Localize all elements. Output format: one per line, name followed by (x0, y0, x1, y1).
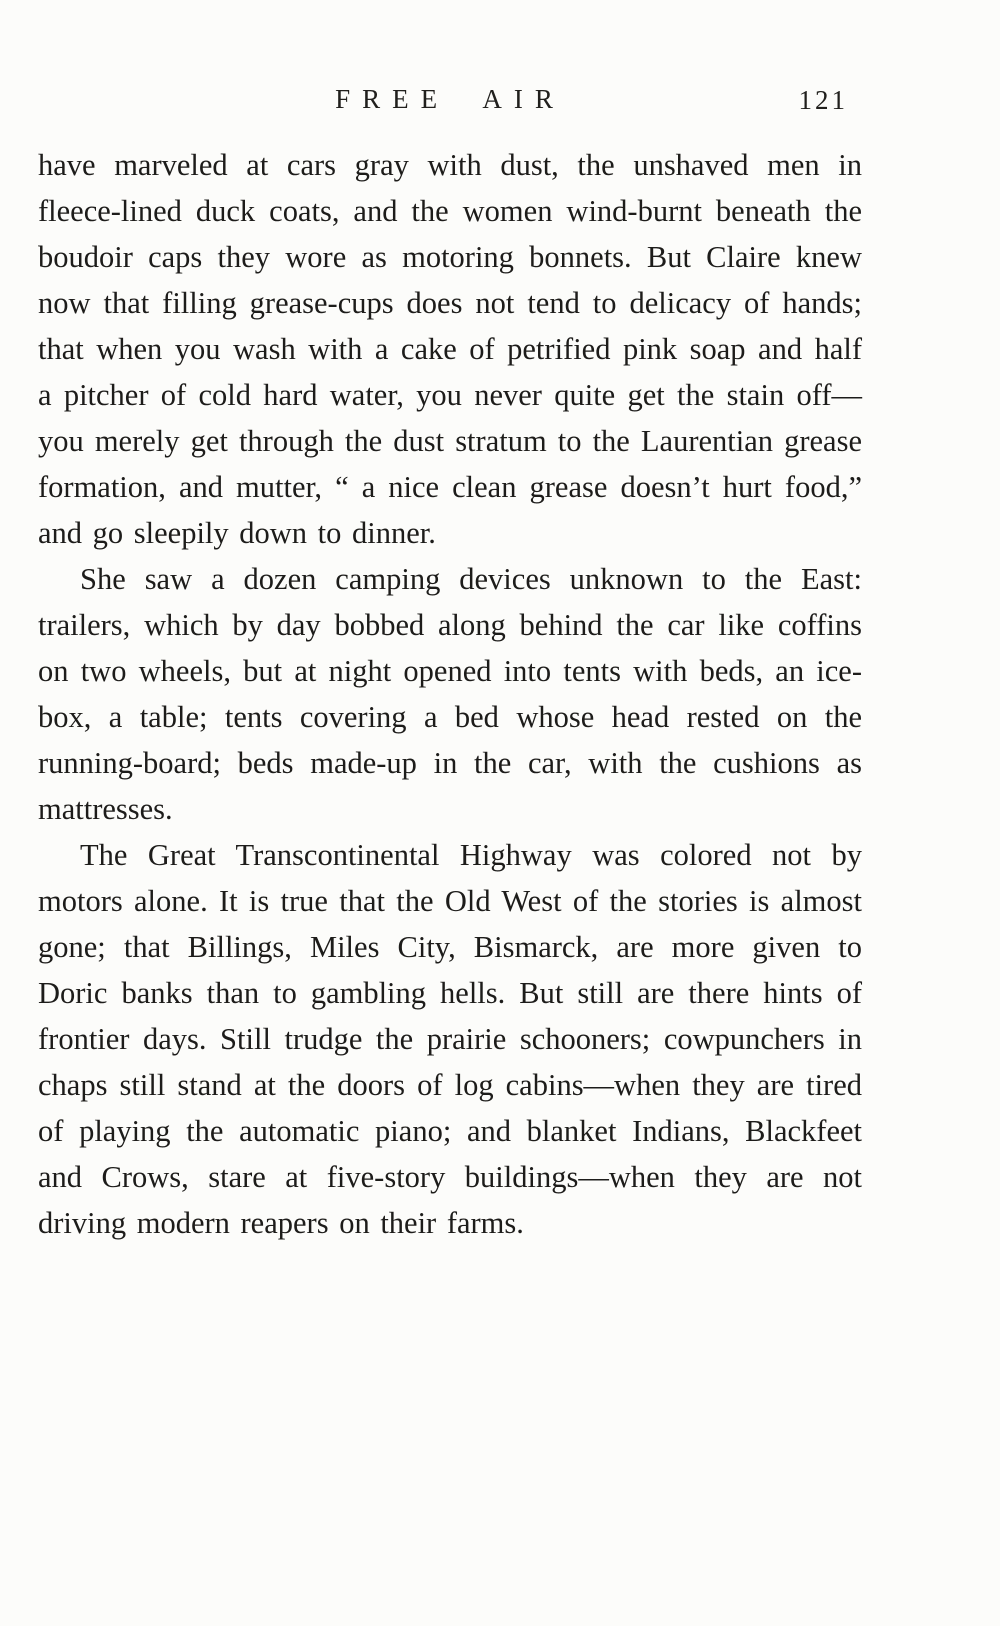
paragraph: have marveled at cars gray with dust, the unshaved men in fleece-lined duck coats, and the women wind-burnt beneath the boudoir caps they wore as motoring bonnets. But Claire knew now that filling grease-cups does not tend to delicacy of hands; that when you wash with a cake of petrified pink soap and half a pitcher of cold hard water, you never quite get the stain off—you merely get through the dust stratum to the Laurentian grease formation, and mutter, “ a nice clean grease doesn’t hurt food,” and go sleepily down to dinner. (38, 148, 862, 550)
paragraph: She saw a dozen camping devices unknown to the East: trailers, which by day bobbed along behind the car like coffins on two wheels, but at night opened into tents with beds, an ice-box, a table; tents covering a bed whose head rested on the running-board; beds made-up in the car, with the cushions as mattresses. (38, 562, 862, 826)
page-header (38, 84, 862, 124)
paragraph: The Great Transcontinental Highway was colored not by motors alone. It is true that the Old West of the stories is almost gone; that Billings, Miles City, Bismarck, are more given to Doric banks than to gambling hells. But still are there hints of frontier days. Still trudge the prairie schooners; cowpunchers in chaps still stand at the doors of log cabins—when they are tired of playing the automatic piano; and blanket Indians, Blackfeet and Crows, stare at five-story buildings—when they are not driving modern reapers on their farms. (38, 838, 862, 1240)
running-title: FREE AIR (335, 84, 565, 114)
page-number: 121 (798, 85, 848, 115)
page-body (38, 142, 862, 1246)
